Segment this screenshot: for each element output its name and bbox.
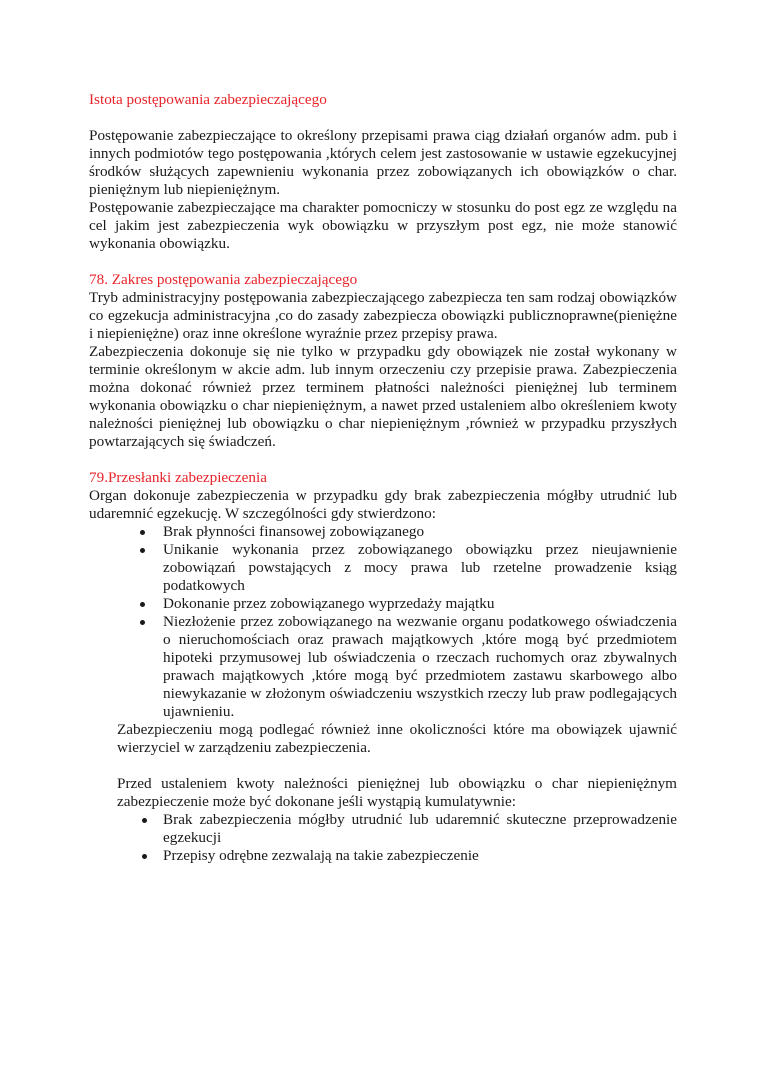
list-item bbox=[117, 811, 677, 847]
list-item bbox=[89, 595, 677, 613]
list-item-text: Dokonanie przez zobowiązanego wyprzedaży majątku bbox=[163, 595, 495, 612]
document-page bbox=[89, 91, 677, 865]
bullet-icon bbox=[142, 854, 147, 859]
section-heading-79: 79.Przesłanki zabezpieczenia bbox=[89, 469, 267, 486]
list-item bbox=[89, 541, 677, 595]
list-item bbox=[89, 613, 677, 721]
spacer bbox=[89, 451, 677, 469]
list-item bbox=[117, 847, 677, 865]
bullet-icon bbox=[140, 602, 145, 607]
section-heading-78: 78. Zakres postępowania zabezpieczającego bbox=[89, 271, 358, 288]
bullet-icon bbox=[142, 818, 147, 823]
list-item-text: Unikanie wykonania przez zobowiązanego obowiązku przez nieujawnienie zobowiązań powstających z mocy prawa lub rzetelne prowadzenie ksiąg podatkowych bbox=[163, 541, 677, 594]
paragraph: Zabezpieczeniu mogą podlegać również inne okoliczności które ma obowiązek ujawnić wierzyciel w zarządzeniu zabezpieczenia. bbox=[117, 721, 677, 756]
list-item-text: Brak zabezpieczenia mógłby utrudnić lub udaremnić skuteczne przeprowadzenie egzekucji bbox=[163, 811, 677, 846]
paragraph: Organ dokonuje zabezpieczenia w przypadku gdy brak zabezpieczenia mógłby utrudnić lub udaremnić egzekucję. W szczególności gdy stwierdzono: bbox=[89, 487, 677, 522]
bullet-list-kumulatywnie bbox=[117, 811, 677, 865]
paragraph: Postępowanie zabezpieczające to określony przepisami prawa ciąg działań organów adm. pub i innych podmiotów tego postępowania ,których celem jest zastosowanie w ustawie egzekucyjnej środków służących zapewnieniu wykonania przez zobowiązanych ich obowiązków o char. pieniężnym lub niepieniężnym. bbox=[89, 127, 677, 198]
bullet-icon bbox=[140, 620, 145, 625]
bullet-icon bbox=[140, 530, 145, 535]
indented-block bbox=[89, 721, 677, 865]
paragraph: Przed ustaleniem kwoty należności pieniężnej lub obowiązku o char niepieniężnym zabezpieczenie może być dokonane jeśli wystąpią kumulatywnie: bbox=[117, 775, 677, 810]
spacer bbox=[89, 253, 677, 271]
bullet-icon bbox=[140, 548, 145, 553]
paragraph: Tryb administracyjny postępowania zabezpieczającego zabezpiecza ten sam rodzaj obowiązków co egzekucja administracyjna ,co do zasady zabezpiecza obowiązki publicznoprawne(pieniężne i niepieniężne) oraz inne określone wyraźnie przez przepisy prawa. bbox=[89, 289, 677, 342]
bullet-list-przeslanki bbox=[89, 523, 677, 721]
paragraph: Zabezpieczenia dokonuje się nie tylko w przypadku gdy obowiązek nie został wykonany w terminie określonym w akcie adm. lub innym orzeczeniu czy przepisie prawa. Zabezpieczenia można dokonać również przez terminem płatności należności pieniężnej lub terminem wykonania obowiązku o char niepieniężnym, a nawet przed ustaleniem albo określeniem kwoty należności pieniężnej lub obowiązku o char niepieniężnym ,również w przypadku przyszłych powtarzających się świadczeń. bbox=[89, 343, 677, 450]
list-item-text: Brak płynności finansowej zobowiązanego bbox=[163, 523, 425, 540]
paragraph: Postępowanie zabezpieczające ma charakter pomocniczy w stosunku do post egz ze względu na cel jakim jest zabezpieczenia wyk obowiązku w przyszłym post egz, nie może stanowić wykonania obowiązku. bbox=[89, 199, 677, 252]
spacer bbox=[89, 109, 677, 127]
spacer bbox=[117, 757, 677, 775]
section-heading-istota: Istota postępowania zabezpieczającego bbox=[89, 91, 327, 108]
list-item bbox=[89, 523, 677, 541]
list-item-text: Niezłożenie przez zobowiązanego na wezwanie organu podatkowego oświadczenia o nieruchomościach oraz prawach majątkowych ,które mogą być przedmiotem hipoteki przymusowej lub oświadczenia o rzeczach ruchomych oraz zbywalnych prawach majątkowych ,które mogą być przedmiotem zastawu skarbowego albo niewykazanie w złożonym oświadczeniu wszystkich rzeczy lub praw podlegających ujawnieniu. bbox=[163, 613, 677, 720]
list-item-text: Przepisy odrębne zezwalają na takie zabezpieczenie bbox=[163, 847, 479, 864]
